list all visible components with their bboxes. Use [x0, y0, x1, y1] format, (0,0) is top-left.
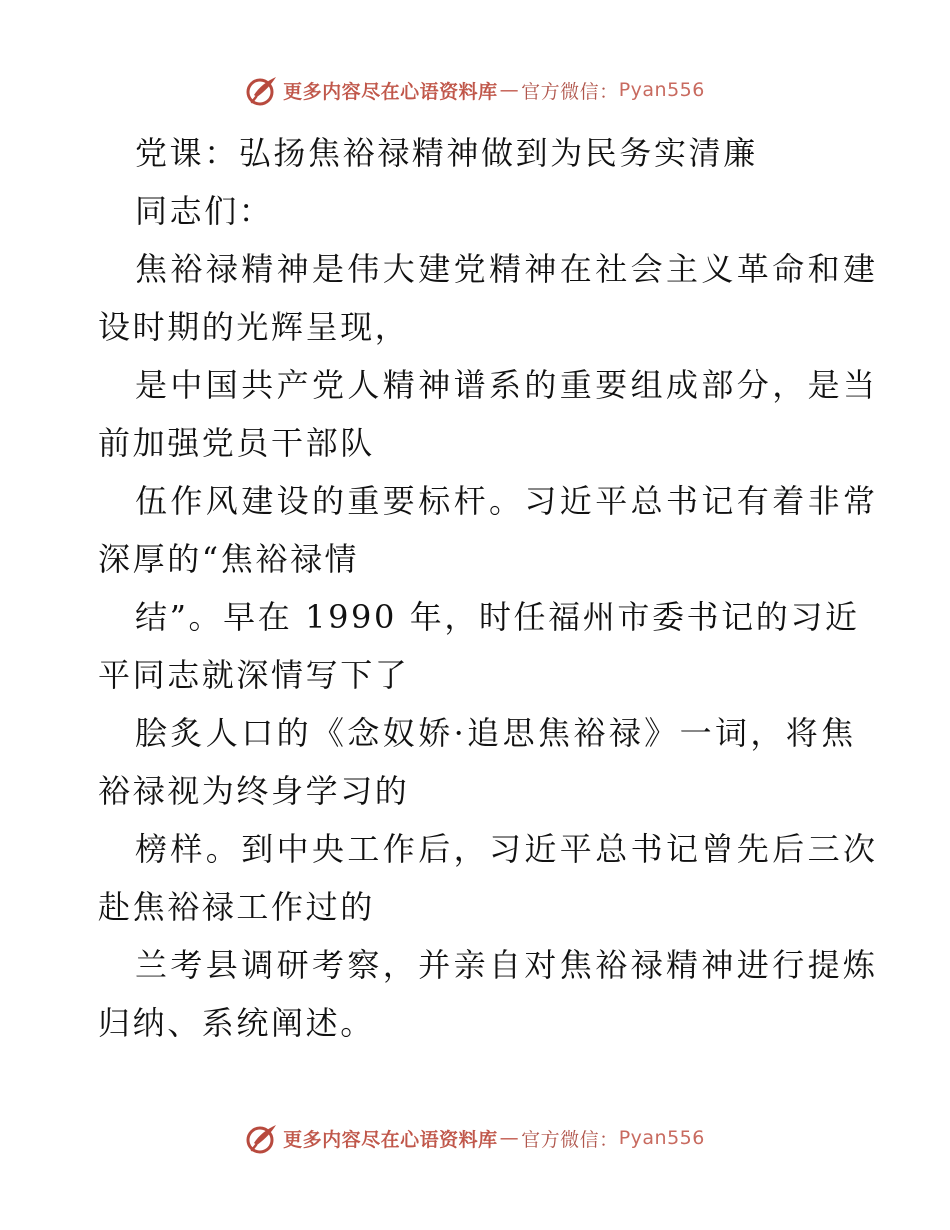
salutation: 同志们： — [135, 192, 274, 230]
paragraph-line: 焦裕禄精神是伟大建党精神在社会主义革命和建 — [135, 250, 879, 288]
paragraph-line: 归纳、系统阐述。 — [98, 1004, 375, 1042]
footer-watermark — [0, 1118, 950, 1158]
header-watermark — [0, 70, 950, 110]
paragraph-line: 赴焦裕禄工作过的 — [98, 888, 375, 926]
paragraph-line: 深厚的“焦裕禄情 — [98, 540, 360, 578]
watermark-separator: — — [499, 79, 520, 101]
document-body — [98, 124, 879, 1052]
paragraph-line: 设时期的光辉呈现， — [98, 308, 410, 346]
quill-logo-icon — [245, 73, 279, 107]
paragraph-line: 结”。早在 1990 年，时任福州市委书记的习近 — [135, 598, 860, 636]
watermark-site-name: 更多内容尽在心语资料库 — [283, 80, 498, 103]
watermark-wechat-id: Pyan556 — [618, 79, 705, 101]
watermark-site-name: 更多内容尽在心语资料库 — [283, 1128, 498, 1151]
paragraph-line: 裕禄视为终身学习的 — [98, 772, 410, 810]
watermark-separator: — — [499, 1127, 520, 1149]
paragraph-line: 兰考县调研考察，并亲自对焦裕禄精神进行提炼 — [135, 946, 879, 984]
watermark-official-label: 官方微信： — [521, 80, 619, 103]
paragraph-line: 脍炙人口的《念奴娇·追思焦裕禄》一词，将焦 — [135, 714, 857, 752]
paragraph-line: 是中国共产党人精神谱系的重要组成部分，是当 — [135, 366, 879, 404]
watermark-official-label: 官方微信： — [521, 1128, 619, 1151]
watermark-wechat-id: Pyan556 — [618, 1127, 705, 1149]
paragraph-line: 榜样。到中央工作后，习近平总书记曾先后三次 — [135, 830, 879, 868]
paragraph-line: 平同志就深情写下了 — [98, 656, 410, 694]
quill-logo-icon — [245, 1121, 279, 1155]
paragraph-line: 前加强党员干部队 — [98, 424, 375, 462]
document-title: 党课：弘扬焦裕禄精神做到为民务实清廉 — [135, 134, 758, 172]
paragraph-line: 伍作风建设的重要标杆。习近平总书记有着非常 — [135, 482, 879, 520]
